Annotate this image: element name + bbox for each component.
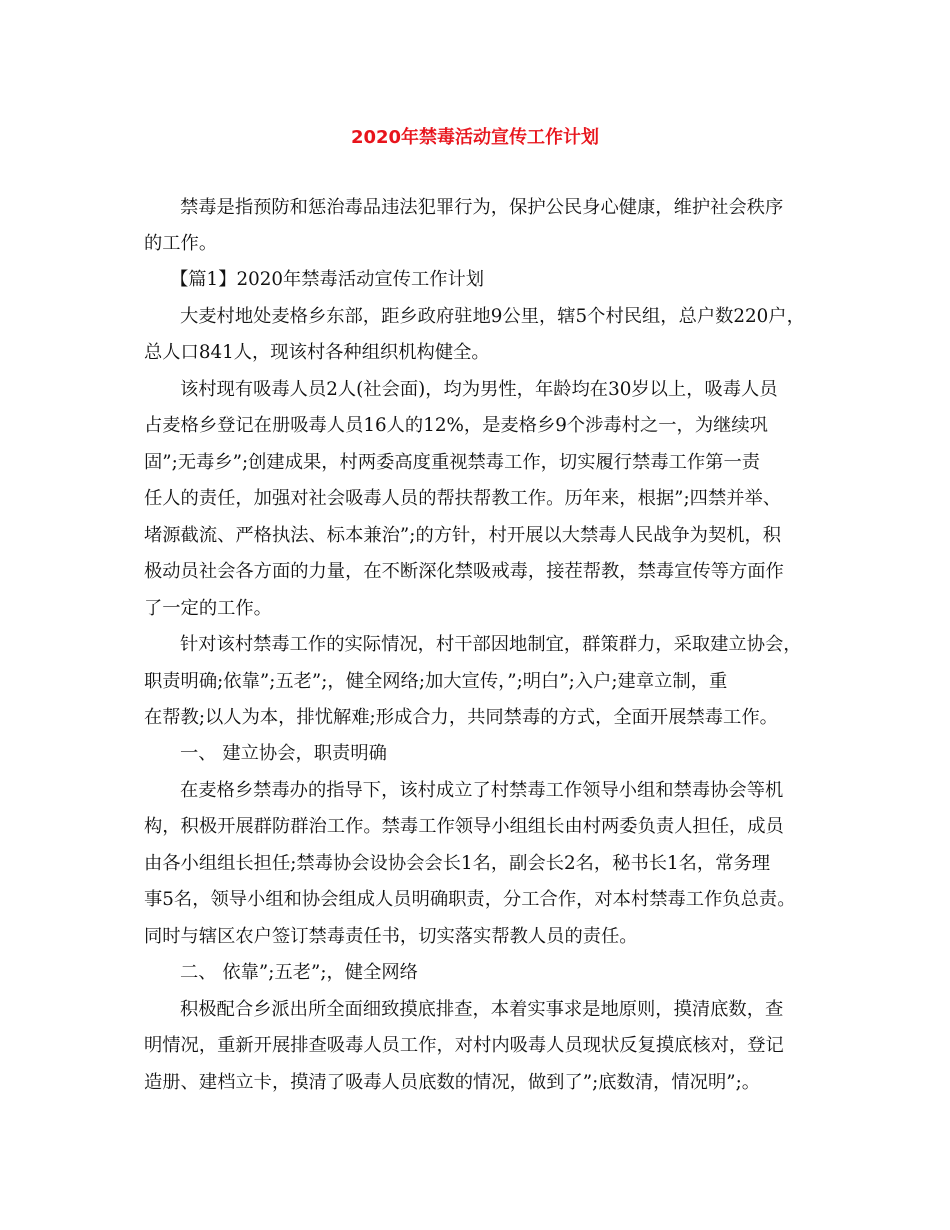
body-line: 禁毒是指预防和惩治毒品违法犯罪行为，保护公民身心健康，维护社会秩序 <box>180 197 784 218</box>
section-heading: 二、 依靠”;五老”;，健全网络 <box>180 962 418 983</box>
body-line: 在帮教;以人为本，排忧解难;形成合力，共同禁毒的方式，全面开展禁毒工作。 <box>144 707 778 728</box>
body-line: 固”;无毒乡”;创建成果，村两委高度重视禁毒工作，切实履行禁毒工作第一责 <box>144 452 761 473</box>
body-line: 事5名，领导小组和协会组成人员明确职责，分工合作，对本村禁毒工作负总责。 <box>144 889 796 910</box>
body-line: 职责明确;依靠”;五老”;，健全网络;加大宣传，”;明白”;入户;建章立制，重 <box>144 671 728 692</box>
body-line: 大麦村地处麦格乡东部，距乡政府驻地9公里，辖5个村民组，总户数220户， <box>180 306 805 327</box>
body-line: 总人口841人，现该村各种组织机构健全。 <box>144 342 490 363</box>
document-title: 2020年禁毒活动宣传工作计划 <box>350 127 600 148</box>
body-line: 构，积极开展群防群治工作。禁毒工作领导小组组长由村两委负责人担任，成员 <box>144 816 784 837</box>
body-line: 任人的责任，加强对社会吸毒人员的帮扶帮教工作。历年来，根据”;四禁并举、 <box>144 488 782 509</box>
body-line: 针对该村禁毒工作的实际情况，村干部因地制宜，群策群力，采取建立协会， <box>180 634 802 655</box>
section-heading: 一、 建立协会，职责明确 <box>180 743 387 764</box>
body-line: 堵源截流、严格执法、标本兼治”;的方针，村开展以大禁毒人民战争为契机，积 <box>144 525 782 546</box>
body-line: 极动员社会各方面的力量，在不断深化禁吸戒毒，接茬帮教，禁毒宣传等方面作 <box>144 561 784 582</box>
section-heading: 【篇1】2020年禁毒活动宣传工作计划 <box>170 269 485 290</box>
body-line: 在麦格乡禁毒办的指导下，该村成立了村禁毒工作领导小组和禁毒协会等机 <box>180 780 784 801</box>
body-line: 同时与辖区农户签订禁毒责任书，切实落实帮教人员的责任。 <box>144 926 638 947</box>
body-line: 了一定的工作。 <box>144 598 272 619</box>
body-line: 的工作。 <box>144 233 218 254</box>
body-line: 由各小组组长担任;禁毒协会设协会会长1名，副会长2名，秘书长1名，常务理 <box>144 853 771 874</box>
body-line: 明情况，重新开展排查吸毒人员工作，对村内吸毒人员现状反复摸底核对，登记 <box>144 1035 784 1056</box>
body-line: 积极配合乡派出所全面细致摸底排查，本着实事求是地原则，摸清底数，查 <box>180 999 784 1020</box>
body-line: 该村现有吸毒人员2人(社会面)，均为男性，年龄均在30岁以上，吸毒人员 <box>180 379 778 400</box>
body-line: 占麦格乡登记在册吸毒人员16人的12%，是麦格乡9个涉毒村之一，为继续巩 <box>144 415 768 436</box>
body-line: 造册、建档立卡，摸清了吸毒人员底数的情况，做到了”;底数清，情况明”;。 <box>144 1072 761 1093</box>
